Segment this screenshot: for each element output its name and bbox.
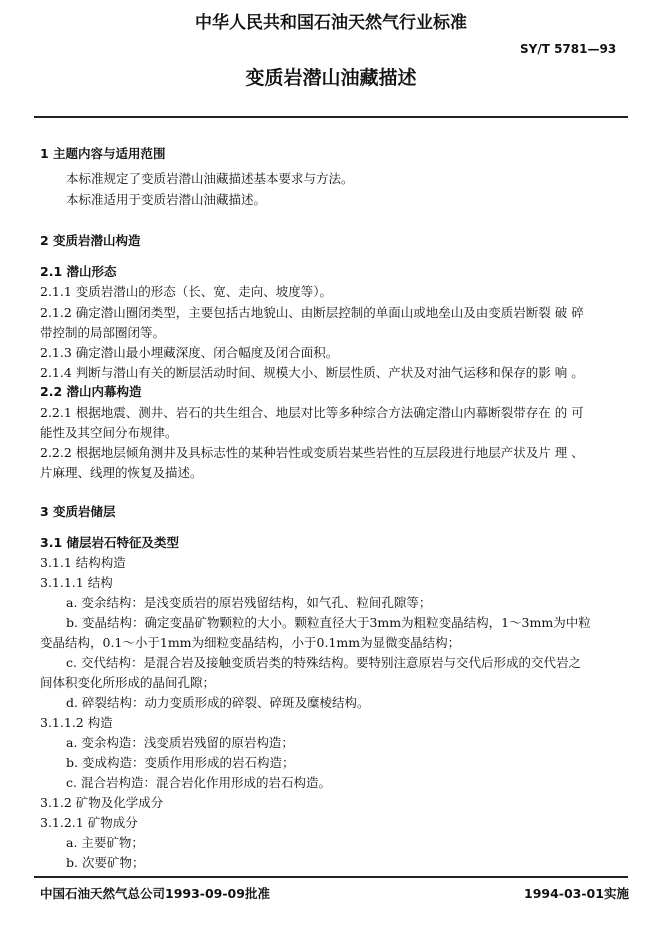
document-title: 变质岩潜山油藏描述	[245, 67, 417, 89]
subsection-heading: 2.2 潜山内幕构造	[40, 384, 142, 399]
list-item: d. 碎裂结构：动力变质形成的碎裂、碎斑及糜棱结构。	[66, 695, 370, 710]
footer-rule	[34, 876, 628, 878]
list-item: b. 变成构造：变质作用形成的岩石构造；	[66, 755, 295, 770]
clause: 3.1.1.2 构造	[40, 715, 113, 730]
section-heading: 2 变质岩潜山构造	[40, 233, 141, 248]
approval-line: 中国石油天然气总公司1993-09-09批准	[40, 886, 270, 901]
clause: 3.1.2 矿物及化学成分	[40, 795, 164, 810]
clause: 3.1.1.1 结构	[40, 575, 113, 590]
subsection-heading: 2.1 潜山形态	[40, 264, 117, 279]
list-item: a. 变余结构：是浅变质岩的原岩残留结构，如气孔、粒间孔隙等；	[66, 595, 432, 610]
clause: 片麻理、线理的恢复及描述。	[40, 465, 203, 480]
list-item: a. 变余构造：浅变质岩残留的原岩构造；	[66, 735, 294, 750]
section-heading: 1 主题内容与适用范围	[40, 146, 166, 161]
clause: 2.2.1 根据地震、测井、岩石的共生组合、地层对比等多种综合方法确定潜山内幕断裂带存在 的 可	[40, 405, 584, 420]
list-item: c. 混合岩构造：混合岩化作用形成的岩石构造。	[66, 775, 331, 790]
clause: 2.1.4 判断与潜山有关的断层活动时间、规模大小、断层性质、产状及对油气运移和保存的影 响 。	[40, 365, 584, 380]
clause: 2.1.2 确定潜山圈闭类型，主要包括古地貌山、由断层控制的单面山或地垒山及由变质岩断裂 破 碎	[40, 305, 584, 320]
clause: 带控制的局部圈闭等。	[40, 325, 166, 340]
list-item: 变晶结构，0.1～小于1mm为细粒变晶结构，小于0.1mm为显微变晶结构；	[40, 635, 461, 650]
standard-code: SY/T 5781—93	[520, 42, 617, 56]
paragraph: 本标准适用于变质岩潜山油藏描述。	[66, 192, 267, 207]
clause: 能性及其空间分布规律。	[40, 425, 178, 440]
header-rule	[34, 116, 628, 118]
implementation-date: 1994-03-01实施	[524, 886, 629, 901]
standard-title: 中华人民共和国石油天然气行业标准	[195, 13, 467, 33]
clause: 2.1.3 确定潜山最小埋藏深度、闭合幅度及闭合面积。	[40, 345, 339, 360]
clause: 2.2.2 根据地层倾角测井及具标志性的某种岩性或变质岩某些岩性的互层段进行地层产状及片 理 、	[40, 445, 584, 460]
paragraph: 本标准规定了变质岩潜山油藏描述基本要求与方法。	[66, 171, 354, 186]
list-item: a. 主要矿物；	[66, 835, 144, 850]
clause: 3.1.2.1 矿物成分	[40, 815, 138, 830]
list-item: b. 次要矿物；	[66, 855, 145, 870]
clause: 2.1.1 变质岩潜山的形态（长、宽、走向、坡度等）。	[40, 284, 333, 299]
list-item: b. 变晶结构：确定变晶矿物颗粒的大小。颗粒直径大于3mm为粗粒变晶结构，1～3mm为中粒	[66, 615, 591, 630]
list-item: 间体积变化所形成的晶间孔隙；	[40, 675, 216, 690]
list-item: c. 交代结构：是混合岩及接触变质岩类的特殊结构。要特别注意原岩与交代后形成的交代岩之	[66, 655, 581, 670]
section-heading: 3 变质岩储层	[40, 504, 116, 519]
subsection-heading: 3.1 储层岩石特征及类型	[40, 535, 179, 550]
clause: 3.1.1 结构构造	[40, 555, 126, 570]
